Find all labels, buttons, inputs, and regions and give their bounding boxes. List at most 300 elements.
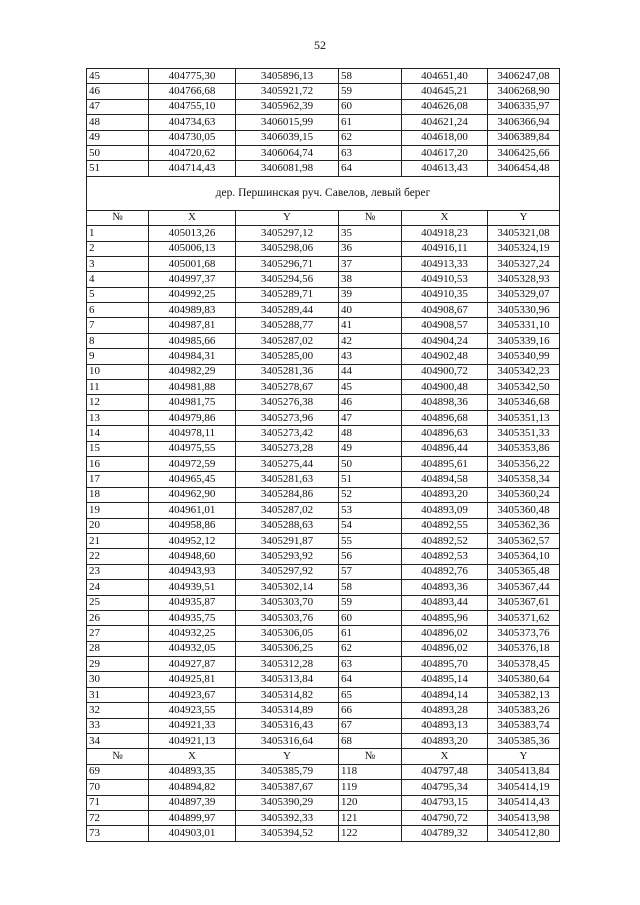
x-coord-left: 404961,01 bbox=[149, 503, 236, 518]
y-coord-right: 3405383,74 bbox=[488, 718, 560, 733]
y-coord-right: 3406247,08 bbox=[488, 69, 560, 84]
point-num-right: 50 bbox=[339, 456, 402, 471]
header-y-left: Y bbox=[236, 749, 339, 764]
table-row bbox=[87, 84, 560, 99]
header-x-right: X bbox=[402, 749, 488, 764]
point-num-left: 11 bbox=[87, 380, 149, 395]
point-num-right: 38 bbox=[339, 272, 402, 287]
point-num-right: 64 bbox=[339, 672, 402, 687]
x-coord-right: 404908,67 bbox=[402, 303, 488, 318]
x-coord-left: 405006,13 bbox=[149, 241, 236, 256]
x-coord-right: 404893,20 bbox=[402, 734, 488, 749]
point-num-left: 2 bbox=[87, 241, 149, 256]
x-coord-left: 404755,10 bbox=[149, 99, 236, 114]
y-coord-left: 3405390,29 bbox=[236, 795, 339, 810]
x-coord-left: 404899,97 bbox=[149, 810, 236, 825]
point-num-right: 121 bbox=[339, 810, 402, 825]
point-num-left: 4 bbox=[87, 272, 149, 287]
table-row bbox=[87, 303, 560, 318]
coordinates-table bbox=[86, 68, 560, 842]
point-num-left: 71 bbox=[87, 795, 149, 810]
x-coord-right: 404797,48 bbox=[402, 764, 488, 779]
table-row bbox=[87, 672, 560, 687]
section-block bbox=[87, 176, 560, 225]
point-num-left: 18 bbox=[87, 487, 149, 502]
y-coord-left: 3405288,77 bbox=[236, 318, 339, 333]
y-coord-right: 3405380,64 bbox=[488, 672, 560, 687]
x-coord-left: 404982,29 bbox=[149, 364, 236, 379]
x-coord-left: 404923,67 bbox=[149, 687, 236, 702]
x-coord-left: 404984,31 bbox=[149, 349, 236, 364]
point-num-left: 5 bbox=[87, 287, 149, 302]
y-coord-right: 3406425,66 bbox=[488, 145, 560, 160]
y-coord-right: 3405367,61 bbox=[488, 595, 560, 610]
y-coord-right: 3406268,90 bbox=[488, 84, 560, 99]
point-num-left: 29 bbox=[87, 657, 149, 672]
y-coord-left: 3405385,79 bbox=[236, 764, 339, 779]
point-num-right: 36 bbox=[339, 241, 402, 256]
point-num-right: 45 bbox=[339, 380, 402, 395]
y-coord-left: 3405387,67 bbox=[236, 780, 339, 795]
header-num-left: № bbox=[87, 749, 149, 764]
point-num-right: 37 bbox=[339, 256, 402, 271]
point-num-right: 52 bbox=[339, 487, 402, 502]
x-coord-left: 404958,86 bbox=[149, 518, 236, 533]
y-coord-left: 3405312,28 bbox=[236, 657, 339, 672]
point-num-left: 49 bbox=[87, 130, 149, 145]
point-num-right: 59 bbox=[339, 595, 402, 610]
point-num-left: 50 bbox=[87, 145, 149, 160]
table-row bbox=[87, 318, 560, 333]
point-num-left: 15 bbox=[87, 441, 149, 456]
y-coord-right: 3405412,80 bbox=[488, 826, 560, 841]
point-num-left: 13 bbox=[87, 410, 149, 425]
point-num-left: 70 bbox=[87, 780, 149, 795]
y-coord-left: 3405287,02 bbox=[236, 503, 339, 518]
y-coord-left: 3405285,00 bbox=[236, 349, 339, 364]
x-coord-right: 404790,72 bbox=[402, 810, 488, 825]
y-coord-left: 3405314,89 bbox=[236, 703, 339, 718]
x-coord-left: 404981,88 bbox=[149, 380, 236, 395]
y-coord-left: 3406064,74 bbox=[236, 145, 339, 160]
x-coord-right: 404893,36 bbox=[402, 580, 488, 595]
point-num-left: 25 bbox=[87, 595, 149, 610]
x-coord-right: 404645,21 bbox=[402, 84, 488, 99]
y-coord-right: 3405414,19 bbox=[488, 780, 560, 795]
header-row bbox=[87, 210, 560, 225]
x-coord-left: 404948,60 bbox=[149, 549, 236, 564]
table-row bbox=[87, 533, 560, 548]
table-row bbox=[87, 69, 560, 84]
x-coord-left: 404932,05 bbox=[149, 641, 236, 656]
y-coord-right: 3406454,48 bbox=[488, 161, 560, 176]
x-coord-left: 404734,63 bbox=[149, 115, 236, 130]
y-coord-right: 3405330,96 bbox=[488, 303, 560, 318]
table-row bbox=[87, 564, 560, 579]
point-num-right: 47 bbox=[339, 410, 402, 425]
point-num-right: 35 bbox=[339, 226, 402, 241]
x-coord-right: 404895,70 bbox=[402, 657, 488, 672]
y-coord-right: 3406366,94 bbox=[488, 115, 560, 130]
y-coord-left: 3405273,28 bbox=[236, 441, 339, 456]
y-coord-right: 3405371,62 bbox=[488, 610, 560, 625]
x-coord-right: 404900,72 bbox=[402, 364, 488, 379]
point-num-right: 68 bbox=[339, 734, 402, 749]
table-row bbox=[87, 795, 560, 810]
table-row bbox=[87, 130, 560, 145]
table-row bbox=[87, 287, 560, 302]
table-row bbox=[87, 718, 560, 733]
section-row bbox=[87, 176, 560, 210]
x-coord-left: 404965,45 bbox=[149, 472, 236, 487]
y-coord-right: 3405383,26 bbox=[488, 703, 560, 718]
header-x-left: X bbox=[149, 210, 236, 225]
point-num-right: 53 bbox=[339, 503, 402, 518]
header-row-2 bbox=[87, 749, 560, 764]
y-coord-left: 3405293,92 bbox=[236, 549, 339, 564]
x-coord-right: 404910,35 bbox=[402, 287, 488, 302]
x-coord-right: 404651,40 bbox=[402, 69, 488, 84]
header-num-right: № bbox=[339, 749, 402, 764]
x-coord-left: 404979,86 bbox=[149, 410, 236, 425]
y-coord-left: 3405306,25 bbox=[236, 641, 339, 656]
x-coord-left: 404935,75 bbox=[149, 610, 236, 625]
x-coord-right: 404621,24 bbox=[402, 115, 488, 130]
table-row bbox=[87, 687, 560, 702]
point-num-right: 57 bbox=[339, 564, 402, 579]
point-num-right: 39 bbox=[339, 287, 402, 302]
point-num-right: 49 bbox=[339, 441, 402, 456]
table-row bbox=[87, 241, 560, 256]
y-coord-right: 3405376,18 bbox=[488, 641, 560, 656]
x-coord-right: 404618,00 bbox=[402, 130, 488, 145]
point-num-left: 17 bbox=[87, 472, 149, 487]
point-num-right: 66 bbox=[339, 703, 402, 718]
x-coord-right: 404893,09 bbox=[402, 503, 488, 518]
table-row bbox=[87, 810, 560, 825]
x-coord-right: 404902,48 bbox=[402, 349, 488, 364]
table-row bbox=[87, 426, 560, 441]
point-num-left: 28 bbox=[87, 641, 149, 656]
y-coord-right: 3405378,45 bbox=[488, 657, 560, 672]
table-row bbox=[87, 549, 560, 564]
point-num-left: 10 bbox=[87, 364, 149, 379]
table-row bbox=[87, 364, 560, 379]
point-num-left: 3 bbox=[87, 256, 149, 271]
y-coord-right: 3405362,36 bbox=[488, 518, 560, 533]
point-num-left: 23 bbox=[87, 564, 149, 579]
table-row bbox=[87, 780, 560, 795]
y-coord-right: 3405373,76 bbox=[488, 626, 560, 641]
table-row bbox=[87, 349, 560, 364]
header-num-left: № bbox=[87, 210, 149, 225]
x-coord-right: 404892,55 bbox=[402, 518, 488, 533]
table-row bbox=[87, 380, 560, 395]
x-coord-left: 404985,66 bbox=[149, 333, 236, 348]
table-row bbox=[87, 703, 560, 718]
point-num-right: 41 bbox=[339, 318, 402, 333]
point-num-left: 46 bbox=[87, 84, 149, 99]
x-coord-right: 404892,53 bbox=[402, 549, 488, 564]
table-row bbox=[87, 826, 560, 841]
y-coord-left: 3406015,99 bbox=[236, 115, 339, 130]
point-num-right: 51 bbox=[339, 472, 402, 487]
y-coord-left: 3405276,38 bbox=[236, 395, 339, 410]
point-num-left: 6 bbox=[87, 303, 149, 318]
x-coord-left: 404989,83 bbox=[149, 303, 236, 318]
y-coord-left: 3405306,05 bbox=[236, 626, 339, 641]
point-num-left: 45 bbox=[87, 69, 149, 84]
header-y-right: Y bbox=[488, 210, 560, 225]
x-coord-right: 404908,57 bbox=[402, 318, 488, 333]
table-row bbox=[87, 580, 560, 595]
point-num-left: 24 bbox=[87, 580, 149, 595]
x-coord-right: 404893,44 bbox=[402, 595, 488, 610]
x-coord-right: 404895,14 bbox=[402, 672, 488, 687]
x-coord-left: 405001,68 bbox=[149, 256, 236, 271]
y-coord-left: 3405297,92 bbox=[236, 564, 339, 579]
x-coord-right: 404904,24 bbox=[402, 333, 488, 348]
header-num-right: № bbox=[339, 210, 402, 225]
y-coord-right: 3405365,48 bbox=[488, 564, 560, 579]
x-coord-left: 404997,37 bbox=[149, 272, 236, 287]
table-row bbox=[87, 518, 560, 533]
y-coord-left: 3405921,72 bbox=[236, 84, 339, 99]
x-coord-left: 404992,25 bbox=[149, 287, 236, 302]
x-coord-right: 404793,15 bbox=[402, 795, 488, 810]
y-coord-right: 3406335,97 bbox=[488, 99, 560, 114]
y-coord-left: 3405273,96 bbox=[236, 410, 339, 425]
header-y-right: Y bbox=[488, 749, 560, 764]
x-coord-right: 404892,76 bbox=[402, 564, 488, 579]
point-num-right: 59 bbox=[339, 84, 402, 99]
point-num-right: 62 bbox=[339, 130, 402, 145]
point-num-right: 44 bbox=[339, 364, 402, 379]
point-num-right: 122 bbox=[339, 826, 402, 841]
y-coord-right: 3405342,50 bbox=[488, 380, 560, 395]
table-row bbox=[87, 333, 560, 348]
x-coord-right: 404896,44 bbox=[402, 441, 488, 456]
x-coord-left: 404975,55 bbox=[149, 441, 236, 456]
point-num-right: 58 bbox=[339, 69, 402, 84]
point-num-left: 33 bbox=[87, 718, 149, 733]
point-num-right: 61 bbox=[339, 626, 402, 641]
x-coord-right: 404894,14 bbox=[402, 687, 488, 702]
table-row bbox=[87, 657, 560, 672]
table-row bbox=[87, 410, 560, 425]
point-num-left: 7 bbox=[87, 318, 149, 333]
y-coord-left: 3405273,42 bbox=[236, 426, 339, 441]
y-coord-right: 3405382,13 bbox=[488, 687, 560, 702]
x-coord-right: 404913,33 bbox=[402, 256, 488, 271]
point-num-right: 61 bbox=[339, 115, 402, 130]
point-num-left: 1 bbox=[87, 226, 149, 241]
y-coord-left: 3405303,76 bbox=[236, 610, 339, 625]
x-coord-right: 404613,43 bbox=[402, 161, 488, 176]
point-num-left: 72 bbox=[87, 810, 149, 825]
point-num-right: 58 bbox=[339, 580, 402, 595]
x-coord-right: 404916,11 bbox=[402, 241, 488, 256]
table-row bbox=[87, 161, 560, 176]
x-coord-left: 404987,81 bbox=[149, 318, 236, 333]
point-num-right: 65 bbox=[339, 687, 402, 702]
y-coord-right: 3405358,34 bbox=[488, 472, 560, 487]
y-coord-left: 3405284,86 bbox=[236, 487, 339, 502]
y-coord-right: 3405414,43 bbox=[488, 795, 560, 810]
point-num-left: 32 bbox=[87, 703, 149, 718]
x-coord-right: 404892,52 bbox=[402, 533, 488, 548]
y-coord-left: 3405288,63 bbox=[236, 518, 339, 533]
x-coord-left: 404952,12 bbox=[149, 533, 236, 548]
x-coord-left: 404923,55 bbox=[149, 703, 236, 718]
x-coord-left: 404921,33 bbox=[149, 718, 236, 733]
table-row bbox=[87, 487, 560, 502]
table-row bbox=[87, 472, 560, 487]
point-num-left: 22 bbox=[87, 549, 149, 564]
y-coord-left: 3405298,06 bbox=[236, 241, 339, 256]
point-num-left: 16 bbox=[87, 456, 149, 471]
y-coord-right: 3405413,84 bbox=[488, 764, 560, 779]
y-coord-right: 3405351,13 bbox=[488, 410, 560, 425]
x-coord-right: 404893,20 bbox=[402, 487, 488, 502]
y-coord-right: 3405324,19 bbox=[488, 241, 560, 256]
point-num-left: 14 bbox=[87, 426, 149, 441]
y-coord-right: 3405364,10 bbox=[488, 549, 560, 564]
y-coord-left: 3405394,52 bbox=[236, 826, 339, 841]
x-coord-left: 404720,62 bbox=[149, 145, 236, 160]
point-num-right: 48 bbox=[339, 426, 402, 441]
y-coord-left: 3405313,84 bbox=[236, 672, 339, 687]
bottom-rows bbox=[87, 764, 560, 841]
y-coord-right: 3405351,33 bbox=[488, 426, 560, 441]
y-coord-left: 3405296,71 bbox=[236, 256, 339, 271]
x-coord-right: 404893,13 bbox=[402, 718, 488, 733]
point-num-left: 26 bbox=[87, 610, 149, 625]
table-row bbox=[87, 272, 560, 287]
y-coord-right: 3405329,07 bbox=[488, 287, 560, 302]
y-coord-left: 3405281,63 bbox=[236, 472, 339, 487]
point-num-right: 64 bbox=[339, 161, 402, 176]
x-coord-right: 404895,96 bbox=[402, 610, 488, 625]
y-coord-right: 3405356,22 bbox=[488, 456, 560, 471]
x-coord-left: 404775,30 bbox=[149, 69, 236, 84]
point-num-left: 73 bbox=[87, 826, 149, 841]
x-coord-right: 404898,36 bbox=[402, 395, 488, 410]
table-row bbox=[87, 610, 560, 625]
x-coord-right: 404626,08 bbox=[402, 99, 488, 114]
y-coord-right: 3405342,23 bbox=[488, 364, 560, 379]
point-num-right: 60 bbox=[339, 99, 402, 114]
main-rows bbox=[87, 226, 560, 749]
y-coord-left: 3405962,39 bbox=[236, 99, 339, 114]
point-num-right: 42 bbox=[339, 333, 402, 348]
y-coord-right: 3406389,84 bbox=[488, 130, 560, 145]
x-coord-right: 404896,02 bbox=[402, 641, 488, 656]
y-coord-right: 3405360,24 bbox=[488, 487, 560, 502]
point-num-right: 63 bbox=[339, 657, 402, 672]
table-row bbox=[87, 226, 560, 241]
x-coord-left: 404972,59 bbox=[149, 456, 236, 471]
point-num-left: 34 bbox=[87, 734, 149, 749]
point-num-left: 20 bbox=[87, 518, 149, 533]
y-coord-left: 3406039,15 bbox=[236, 130, 339, 145]
x-coord-left: 404766,68 bbox=[149, 84, 236, 99]
point-num-right: 120 bbox=[339, 795, 402, 810]
point-num-left: 47 bbox=[87, 99, 149, 114]
y-coord-left: 3405316,64 bbox=[236, 734, 339, 749]
y-coord-left: 3405896,13 bbox=[236, 69, 339, 84]
point-num-right: 60 bbox=[339, 610, 402, 625]
y-coord-right: 3405328,93 bbox=[488, 272, 560, 287]
y-coord-left: 3405287,02 bbox=[236, 333, 339, 348]
y-coord-left: 3405289,44 bbox=[236, 303, 339, 318]
x-coord-right: 404896,63 bbox=[402, 426, 488, 441]
point-num-right: 54 bbox=[339, 518, 402, 533]
x-coord-left: 404943,93 bbox=[149, 564, 236, 579]
y-coord-right: 3405413,98 bbox=[488, 810, 560, 825]
table-row bbox=[87, 764, 560, 779]
point-num-right: 46 bbox=[339, 395, 402, 410]
point-num-left: 27 bbox=[87, 626, 149, 641]
point-num-left: 51 bbox=[87, 161, 149, 176]
x-coord-right: 404896,68 bbox=[402, 410, 488, 425]
point-num-right: 119 bbox=[339, 780, 402, 795]
y-coord-right: 3405331,10 bbox=[488, 318, 560, 333]
y-coord-right: 3405346,68 bbox=[488, 395, 560, 410]
x-coord-left: 404925,81 bbox=[149, 672, 236, 687]
x-coord-right: 404918,23 bbox=[402, 226, 488, 241]
x-coord-right: 404893,28 bbox=[402, 703, 488, 718]
y-coord-right: 3405360,48 bbox=[488, 503, 560, 518]
x-coord-right: 404895,61 bbox=[402, 456, 488, 471]
y-coord-left: 3406081,98 bbox=[236, 161, 339, 176]
y-coord-left: 3405314,82 bbox=[236, 687, 339, 702]
x-coord-left: 404903,01 bbox=[149, 826, 236, 841]
page-number: 52 bbox=[314, 38, 326, 52]
x-coord-right: 404617,20 bbox=[402, 145, 488, 160]
x-coord-left: 404939,51 bbox=[149, 580, 236, 595]
table-row bbox=[87, 145, 560, 160]
y-coord-left: 3405289,71 bbox=[236, 287, 339, 302]
x-coord-right: 404896,02 bbox=[402, 626, 488, 641]
point-num-left: 31 bbox=[87, 687, 149, 702]
y-coord-right: 3405362,57 bbox=[488, 533, 560, 548]
point-num-left: 9 bbox=[87, 349, 149, 364]
point-num-right: 63 bbox=[339, 145, 402, 160]
y-coord-left: 3405316,43 bbox=[236, 718, 339, 733]
y-coord-left: 3405278,67 bbox=[236, 380, 339, 395]
point-num-right: 43 bbox=[339, 349, 402, 364]
y-coord-right: 3405339,16 bbox=[488, 333, 560, 348]
y-coord-left: 3405294,56 bbox=[236, 272, 339, 287]
point-num-right: 40 bbox=[339, 303, 402, 318]
point-num-right: 55 bbox=[339, 533, 402, 548]
y-coord-left: 3405297,12 bbox=[236, 226, 339, 241]
section-title: дер. Першинская руч. Савелов, левый берег bbox=[87, 176, 560, 210]
point-num-right: 56 bbox=[339, 549, 402, 564]
table-row bbox=[87, 456, 560, 471]
x-coord-right: 404789,32 bbox=[402, 826, 488, 841]
y-coord-left: 3405303,70 bbox=[236, 595, 339, 610]
y-coord-right: 3405340,99 bbox=[488, 349, 560, 364]
point-num-right: 118 bbox=[339, 764, 402, 779]
table-row bbox=[87, 115, 560, 130]
table-row bbox=[87, 395, 560, 410]
x-coord-left: 404962,90 bbox=[149, 487, 236, 502]
x-coord-left: 404927,87 bbox=[149, 657, 236, 672]
point-num-left: 12 bbox=[87, 395, 149, 410]
x-coord-left: 404932,25 bbox=[149, 626, 236, 641]
